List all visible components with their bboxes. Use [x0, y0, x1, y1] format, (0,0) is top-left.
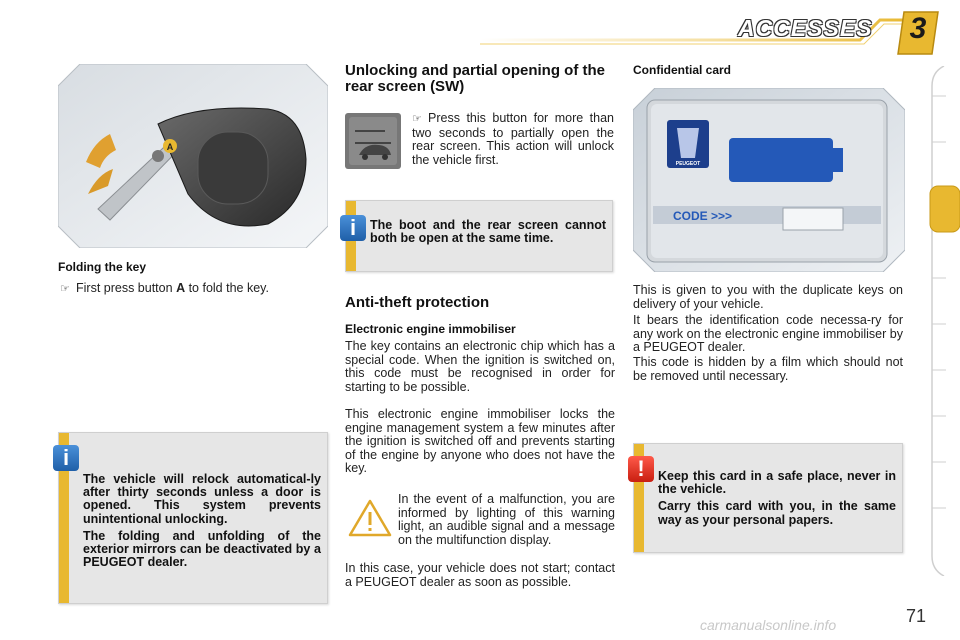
confidential-card-illustration [633, 88, 905, 272]
unlocking-step: ☞ Press this button for more than two seconds to partially open the rear screen. This action will unlock the vehicle first. [412, 111, 614, 167]
folding-key-step: ☞ First press button A to fold the key. [60, 281, 269, 295]
card-paragraph-2: It bears the identification code necessa-ry for any work on the electronic engine immobiliser by a PEUGEOT dealer. [633, 313, 903, 355]
warning-triangle-icon [348, 498, 392, 538]
warning-box-card [633, 443, 903, 553]
info-box-mirrors-text: The folding and unfolding of the exterior mirrors can be deactivated by a PEUGEOT dealer. [83, 528, 321, 570]
folding-key-illustration [58, 64, 328, 248]
antitheft-title: Anti-theft protection [345, 294, 490, 311]
folding-key-title: Folding the key [58, 260, 147, 274]
info-box-relock-text: The vehicle will relock automatical-ly after thirty seconds unless a door is opened. This system prevents unintentional unlocking. [83, 472, 321, 526]
card-code-label: CODE >>> [673, 209, 733, 223]
rear-screen-button-icon [345, 113, 401, 169]
info-icon: i [340, 215, 366, 241]
card-paragraph-3: This code is hidden by a film which should not be removed until necessary. [633, 355, 903, 383]
info-icon: i [53, 445, 79, 471]
card-title: Confidential card [633, 63, 732, 77]
malfunction-after-paragraph: In this case, your vehicle does not start; contact a PEUGEOT dealer as soon as possible. [345, 561, 615, 589]
warning-icon: ! [628, 456, 654, 482]
info-box-relock [58, 432, 328, 604]
chapter-number: 3 [909, 12, 927, 45]
info-box-boot [345, 200, 613, 272]
card-paragraph-1: This is given to you with the duplicate keys on delivery of your vehicle. [633, 283, 903, 311]
malfunction-paragraph: In the event of a malfunction, you are informed by lighting of this warning light, an audible signal and a message on the multifunction display. [398, 492, 615, 547]
immobiliser-paragraph-2: This electronic engine immobiliser locks the engine management system a few minutes after the ignition is switched off and prevents starting of the engine by anyone who does not have the key. [345, 407, 615, 476]
page-number: 71 [906, 606, 927, 626]
immobiliser-paragraph-1: The key contains an electronic chip which has a special code. When the ignition is switched on, this code must be recognised in order for starting to be possible. [345, 339, 615, 394]
warning-box-carry-text: Carry this card with you, in the same way as your personal papers. [658, 499, 896, 527]
immobiliser-title: Electronic engine immobiliser [345, 322, 516, 336]
unlocking-title: Unlocking and partial opening of the rear screen (SW) [345, 62, 606, 95]
page-title: ACCESSES [738, 15, 873, 41]
watermark: carmanualsonline.info [700, 617, 837, 633]
card-brand-label: PEUGEOT [675, 161, 701, 167]
warning-box-safe-text: Keep this card in a safe place, never in the vehicle. [658, 469, 896, 497]
pointing-hand-icon: ☞ [60, 283, 70, 295]
key-button-a-label: A [166, 142, 174, 152]
chapter-tabs [926, 66, 960, 576]
info-box-boot-text: The boot and the rear screen cannot both be open at the same time. [370, 218, 606, 246]
pointing-hand-icon: ☞ [412, 113, 422, 125]
